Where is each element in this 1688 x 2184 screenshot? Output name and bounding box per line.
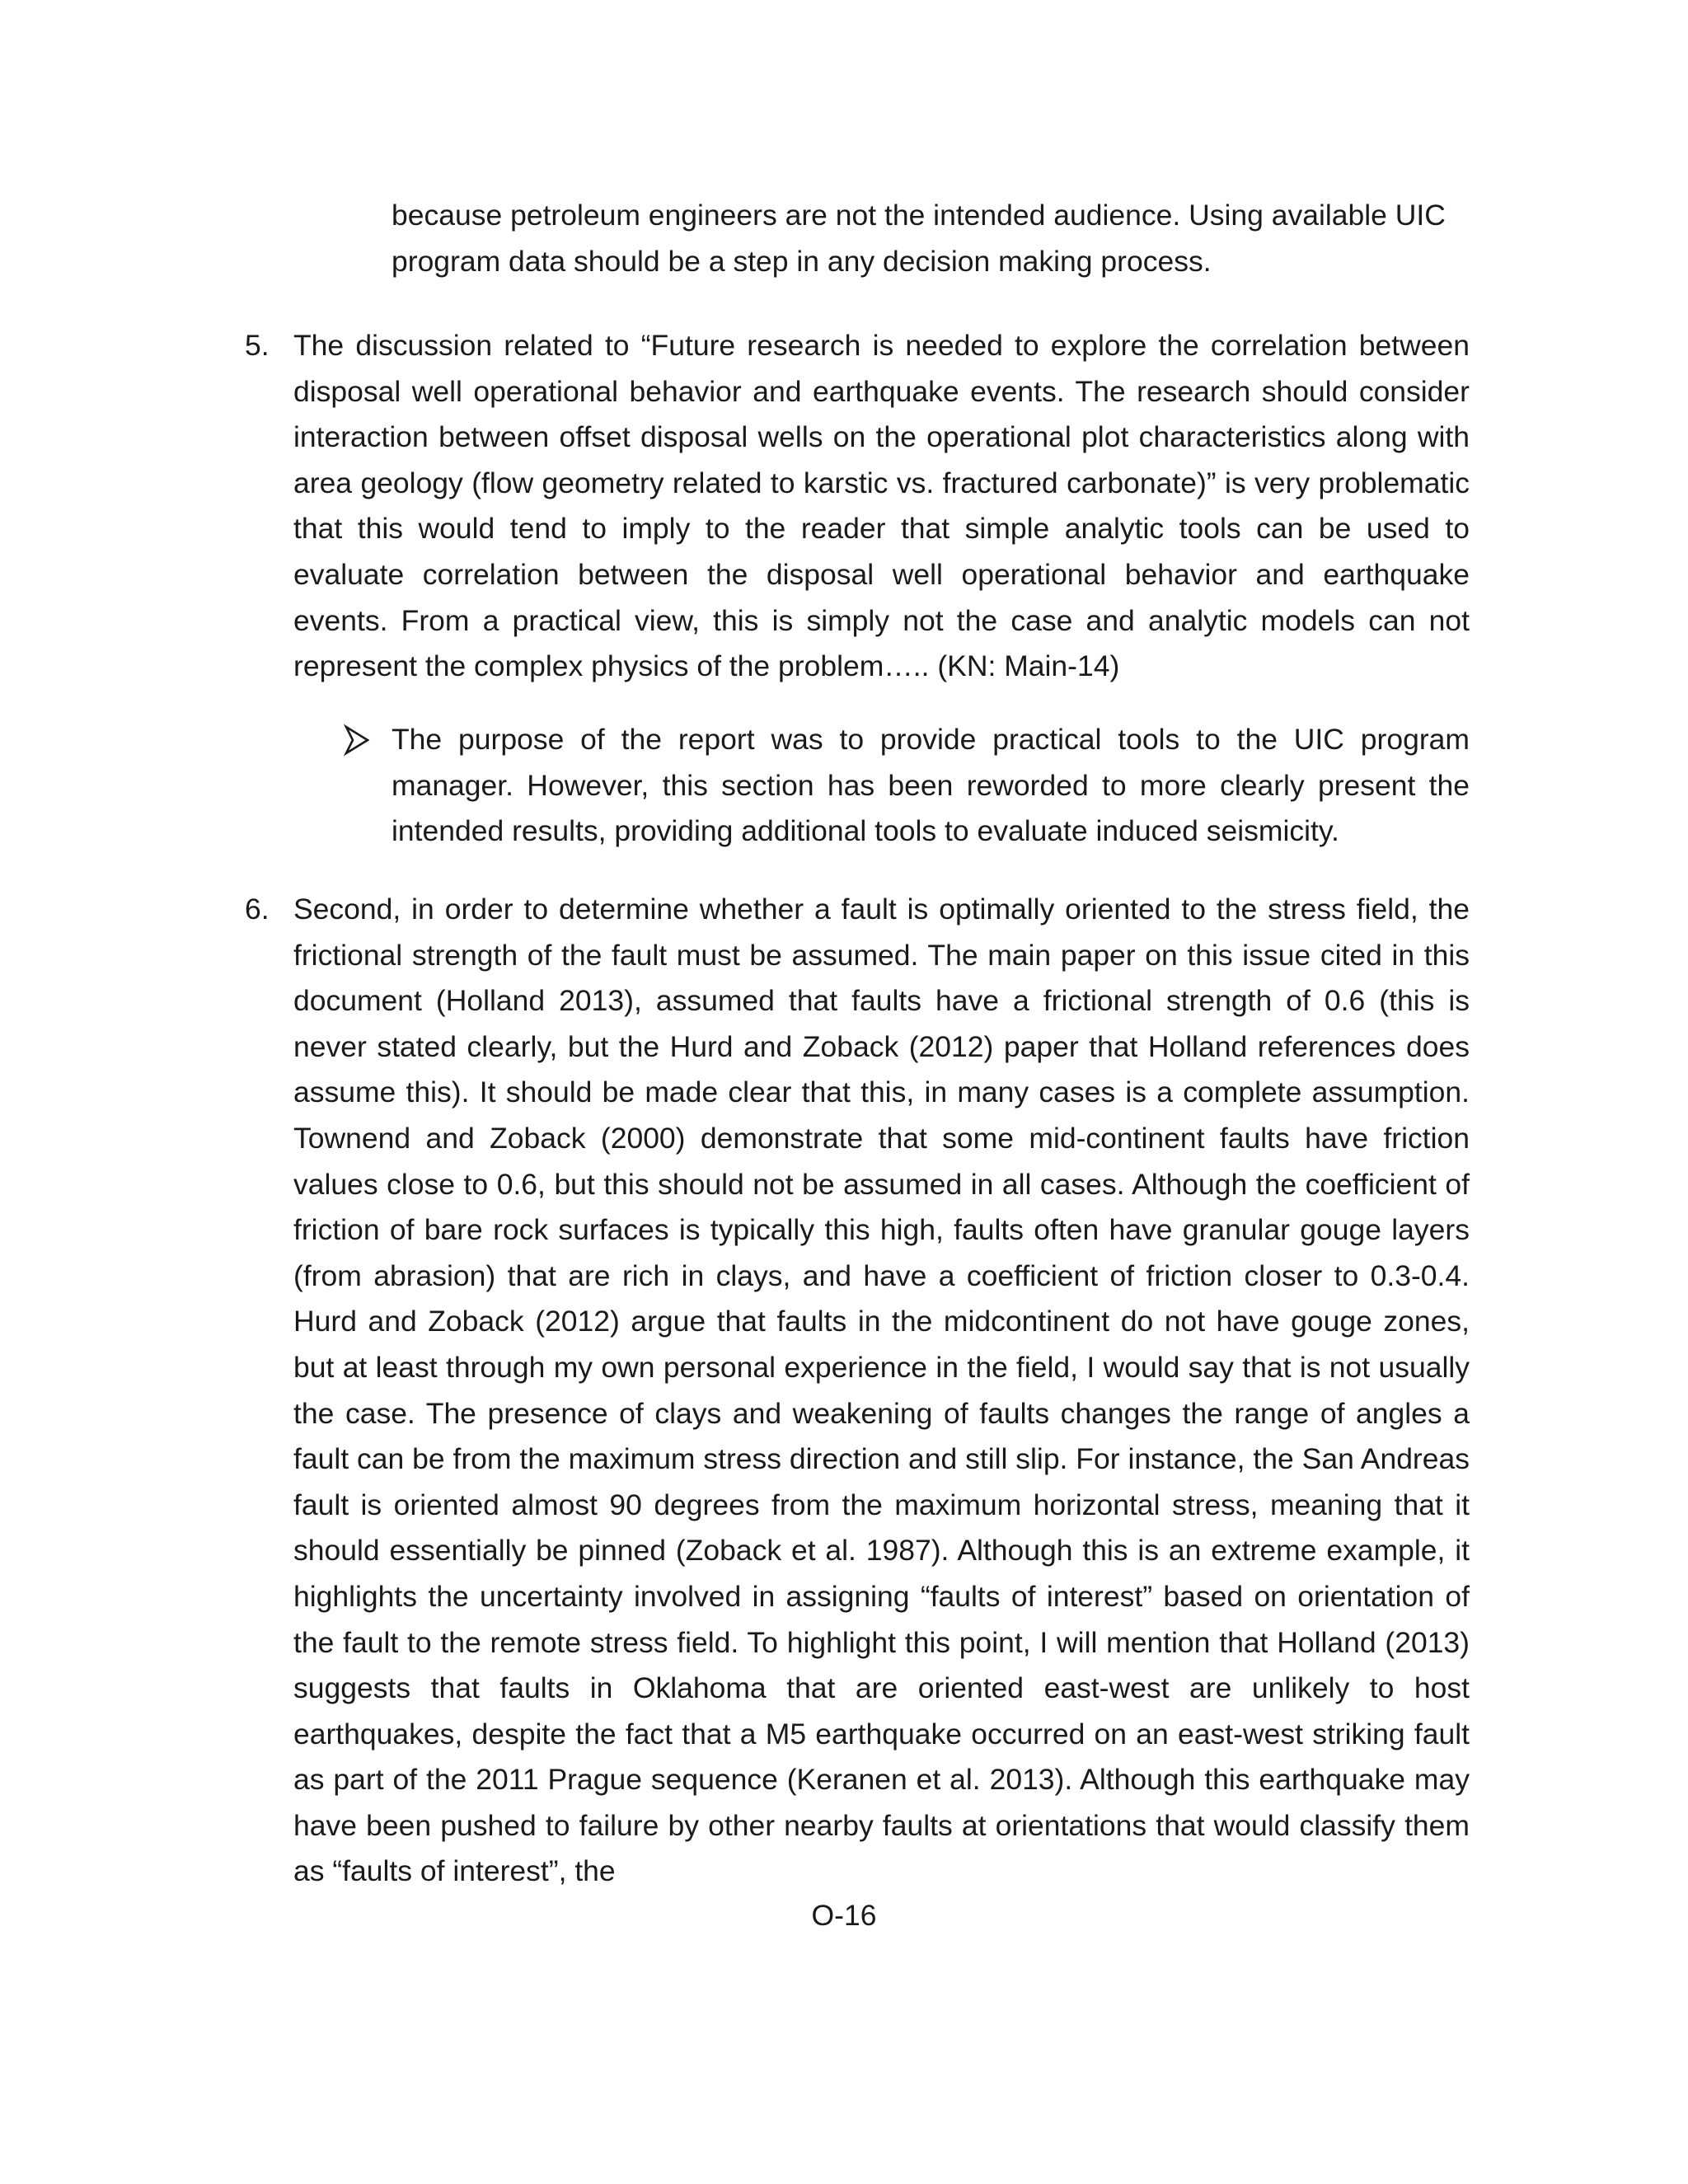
arrowhead-bullet-icon bbox=[341, 717, 374, 763]
item-5-paragraph: The discussion related to “Future research is needed to explore the correlation between disposal well operational behavior and earthquake events. The research should consider interaction between offset disposal wells on the operational plot characteristics along with area geology (flow geometry related to karstic vs. fractured carbonate)” is very problematic that this would tend to imply to the reader that simple analytic tools can be used to evaluate correlation between the disposal well operational behavior and earthquake events. From a practical view, this is simply not the case and analytic models can not represent the complex physics of the problem….. (KN: Main-14) bbox=[293, 329, 1470, 683]
item-6-paragraph: Second, in order to determine whether a fault is optimally oriented to the stress field, the frictional strength of the fault must be assumed. The main paper on this issue cited in this document (Holland 2013), assumed that faults have a frictional strength of 0.6 (this is never stated clearly, but the Hurd and Zoback (2012) paper that Holland references does assume this). It should be made clear that this, in many cases is a complete assumption. Townend and Zoback (2000) demonstrate that some mid-continent faults have friction values close to 0.6, but this should not be assumed in all cases. Although the coefficient of friction of bare rock surfaces is typically this high, faults often have granular gouge layers (from abrasion) that are rich in clays, and have a coefficient of friction closer to 0.3-0.4. Hurd and Zoback (2012) argue that faults in the midcontinent do not have gouge zones, but at least through my own personal experience in the field, I would say that is not usually the case. The presence of clays and weakening of faults changes the range of angles a fault can be from the maximum stress direction and still slip. For instance, the San Andreas fault is oriented almost 90 degrees from the maximum horizontal stress, meaning that it should essentially be pinned (Zoback et al. 1987). Although this is an extreme example, it highlights the uncertainty involved in assigning “faults of interest” based on orientation of the fault to the remote stress field. To highlight this point, I will mention that Holland (2013) suggests that faults in Oklahoma that are oriented east-west are unlikely to host earthquakes, despite the fact that a M5 earthquake occurred on an east-west striking fault as part of the 2011 Prague sequence (Keranen et al. 2013). Although this earthquake may have been pushed to failure by other nearby faults at orientations that would classify them as “faults of interest”, the bbox=[293, 893, 1470, 1888]
page-number: O-16 bbox=[811, 1899, 877, 1932]
response-5-paragraph: The purpose of the report was to provide practical tools to the UIC program manager. However, this section has been reworded to more clearly present the intended results, providing additional tools to evaluate induced seismicity. bbox=[392, 723, 1470, 848]
continuation-paragraph: because petroleum engineers are not the intended audience. Using available UIC program data should be a step in any decision making process. bbox=[392, 199, 1446, 278]
item-number-5: 5. bbox=[245, 329, 270, 362]
item-number-6: 6. bbox=[245, 893, 270, 926]
